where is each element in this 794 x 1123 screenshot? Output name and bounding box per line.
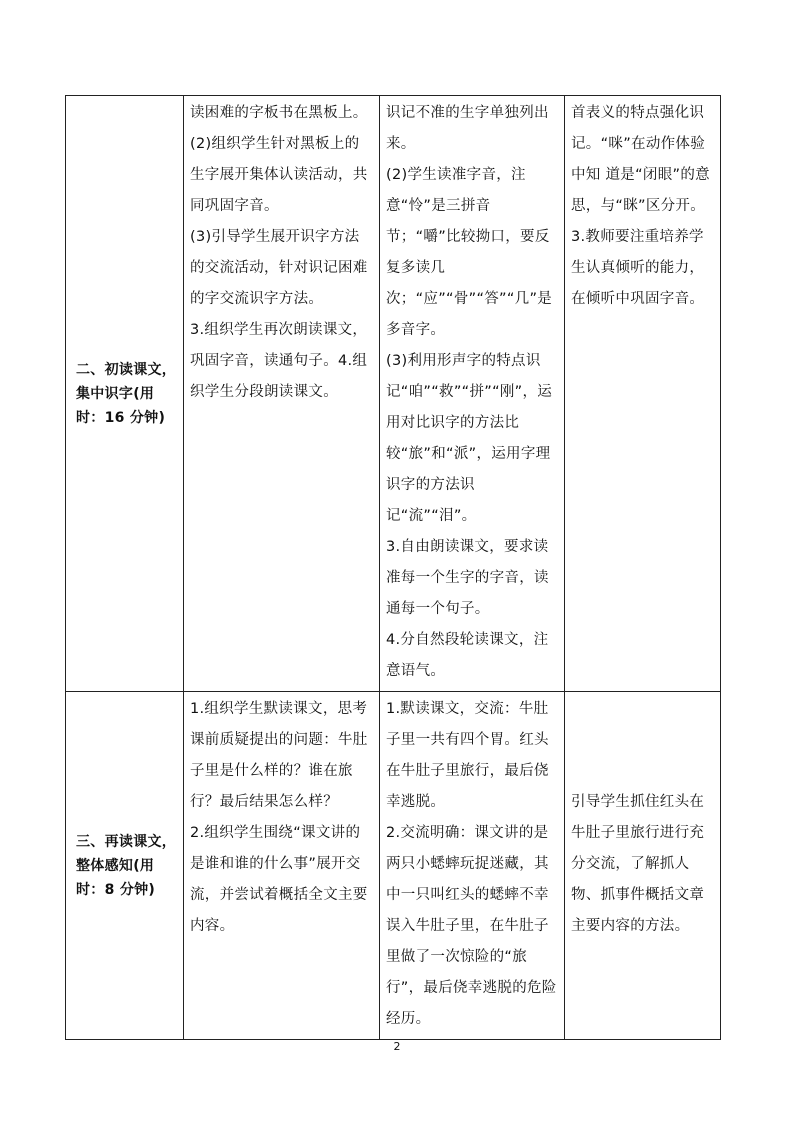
design-intent-paragraph: 首表义的特点强化识记。“咪”在动作体验中知 道是“闭眼”的意思，与“眯”区分开。 [571,105,710,214]
teacher-activity-paragraph: (3)引导学生展开识字方法的交流活动，针对识记困难的字交流识字方法。 [190,229,368,307]
page-number: 2 [393,1040,401,1053]
student-activity-paragraph: (2)学生读准字音，注意“怜”是三拼音节；“嚼”比较拗口，要反复多读几次；“应”“骨”“答”“几”是多音字。 [386,167,553,338]
design-intent-paragraph: 3.教师要注重培养学生认真倾听的能力，在倾听中巩固字音。 [571,229,705,307]
teacher-activity-paragraph: 2.组织学生围绕“课文讲的是谁和谁的什么事”展开交流，并尝试着概括全文主要内容。 [190,825,368,934]
teacher-activity-cell [184,96,380,692]
table-row-reading-literacy [66,96,721,692]
lesson-plan-table [65,95,721,1040]
stage-cell [66,96,184,692]
student-activity-paragraph: 1.默读课文，交流：牛肚子里一共有四个胃。红头在牛肚子里旅行，最后侥幸逃脱。 [386,701,549,810]
table-row-overall-perception [66,692,721,1040]
stage-label: 二、初读课文，集中识字(用时：16 分钟) [76,361,177,426]
teacher-activity-cell [184,692,380,1040]
design-intent-paragraph: 引导学生抓住红头在牛肚子里旅行进行充分交流，了解抓人物、抓事件概括文章主要内容的方法。 [571,794,705,934]
stage-cell [66,692,184,1040]
student-activity-paragraph: 4.分自然段轮读课文，注意语气。 [386,632,549,679]
student-activity-cell [380,692,565,1040]
student-activity-paragraph: (3)利用形声字的特点识记“咱”“救”“拼”“刚”，运用对比识字的方法比较“旅”和“派”，运用字理识字的方法识记“流”“泪”。 [386,353,553,524]
student-activity-cell [380,96,565,692]
stage-label: 三、再读课文，整体感知(用时：8 分钟) [76,833,177,898]
teacher-activity-paragraph: 3.组织学生再次朗读课文，巩固字音，读通句子。4.组织学生分段朗读课文。 [190,322,368,400]
student-activity-paragraph: 3.自由朗读课文，要求读准每一个生字的字音，读通每一个句子。 [386,539,549,617]
teacher-activity-paragraph: (2)组织学生针对黑板上的生字展开集体认读活动，共同巩固字音。 [190,136,368,214]
teacher-activity-paragraph: 1.组织学生默读课文，思考课前质疑提出的问题：牛肚子里是什么样的？谁在旅行？最后结果怎么样？ [190,701,368,810]
design-intent-cell [565,96,721,692]
design-intent-cell [565,692,721,1040]
student-activity-paragraph: 识记不准的生字单独列出来。 [386,105,549,152]
teacher-activity-paragraph: 读困难的字板书在黑板上。 [190,105,368,121]
student-activity-paragraph: 2.交流明确：课文讲的是两只小蟋蟀玩捉迷藏，其中一只叫红头的蟋蟀不幸误入牛肚子里，在牛肚子里做了一次惊险的“旅行”，最后侥幸逃脱的危险经历。 [386,825,557,1027]
